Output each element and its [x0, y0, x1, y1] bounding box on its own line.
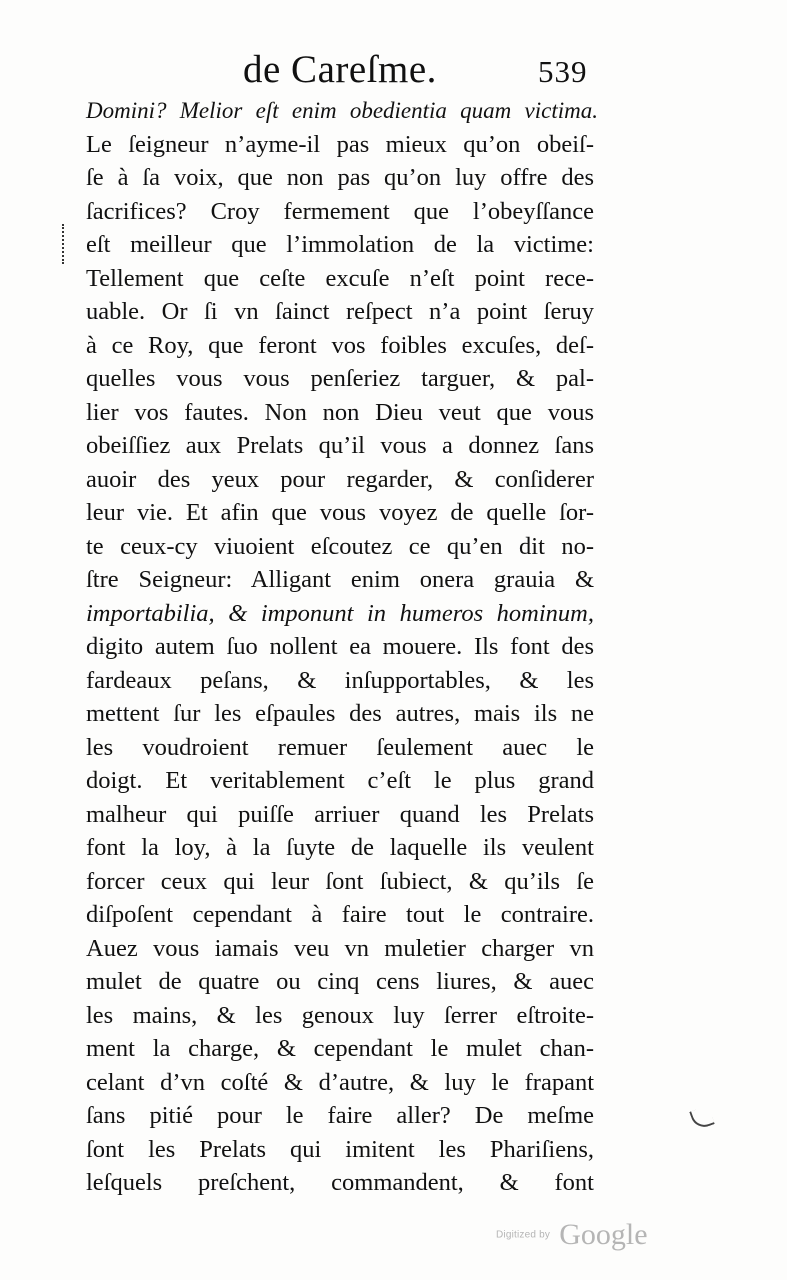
text-line: les mains, & les genoux luy ſerrer eſtroite- — [86, 1001, 594, 1029]
text-line: ment la charge, & cependant le mulet chan- — [86, 1035, 594, 1062]
text-line: ſans pitié pour le faire aller? De meſme — [86, 1102, 594, 1129]
text-line: obeiſſiez aux Prelats qu’il vous a donnez ſans — [86, 432, 594, 459]
text-line: auoir des yeux pour regarder, & conſiderer — [86, 465, 594, 493]
running-title: de Careſme. — [243, 48, 437, 91]
text-line: ſtre Seigneur: Alligant enim onera grauia & — [86, 566, 594, 593]
google-logo: Google — [559, 1218, 648, 1251]
text-line: eſt meilleur que l’immolation de la victime: — [86, 231, 594, 258]
text-line: Domini? Melior eſt enim obedientia quam victima. — [86, 98, 598, 123]
text-line: digito autem ſuo nollent ea mouere. Ils font des — [86, 633, 594, 660]
text-line: font la loy, à la ſuyte de laquelle ils veulent — [86, 834, 594, 861]
text-line: leſquels preſchent, commandent, & font — [86, 1169, 594, 1196]
text-line: leur vie. Et afin que vous voyez de quelle ſor- — [86, 499, 594, 526]
text-line: Tellement que ceſte excuſe n’eſt point rece- — [86, 264, 594, 292]
text-line: malheur qui puiſſe arriuer quand les Prelats — [86, 800, 594, 828]
text-line: doigt. Et veritablement c’eſt le plus grand — [86, 767, 594, 794]
text-line: à ce Roy, que feront vos foibles excuſes, deſ- — [86, 331, 594, 359]
text-line: mulet de quatre ou cinq cens liures, & auec — [86, 968, 594, 995]
running-header — [0, 44, 787, 94]
text-line: ſont les Prelats qui imitent les Phariſiens, — [86, 1135, 594, 1163]
text-line: uable. Or ſi vn ſainct reſpect n’a point ſeruy — [86, 298, 594, 325]
text-line: te ceux-cy viuoient eſcoutez ce qu’en dit no- — [86, 532, 594, 560]
text-line: ſe à ſa voix, que non pas qu’on luy offre des — [86, 164, 594, 191]
body-text — [86, 94, 626, 1200]
text-line: mettent ſur les eſpaules des autres, mais ils ne — [86, 700, 594, 727]
text-line: diſpoſent cependant à faire tout le contraire. — [86, 901, 594, 928]
watermark-prefix: Digitized by — [496, 1229, 551, 1241]
text-line: importabilia, & imponunt in humeros hominum, — [86, 599, 594, 627]
text-line: Le ſeigneur n’ayme-il pas mieux qu’on obeiſ- — [86, 130, 594, 158]
text-line: ſacrifices? Croy fermement que l’obeyſſance — [86, 197, 594, 225]
text-line: celant d’vn coſté & d’autre, & luy le frapant — [86, 1068, 594, 1096]
text-line: forcer ceux qui leur ſont ſubiect, & qu’ils ſe — [86, 867, 594, 895]
text-line: les voudroient remuer ſeulement auec le — [86, 733, 594, 761]
margin-mark — [62, 224, 70, 264]
text-line: fardeaux peſans, & inſupportables, & les — [86, 666, 594, 694]
stray-mark — [689, 1105, 715, 1131]
text-line: quelles vous vous penſeriez targuer, & pal- — [86, 365, 594, 392]
text-line: Auez vous iamais veu vn muletier charger vn — [86, 934, 594, 962]
page-number: 539 — [538, 54, 588, 89]
text-line: lier vos fautes. Non non Dieu veut que vous — [86, 398, 594, 426]
digitization-watermark — [496, 1218, 648, 1258]
